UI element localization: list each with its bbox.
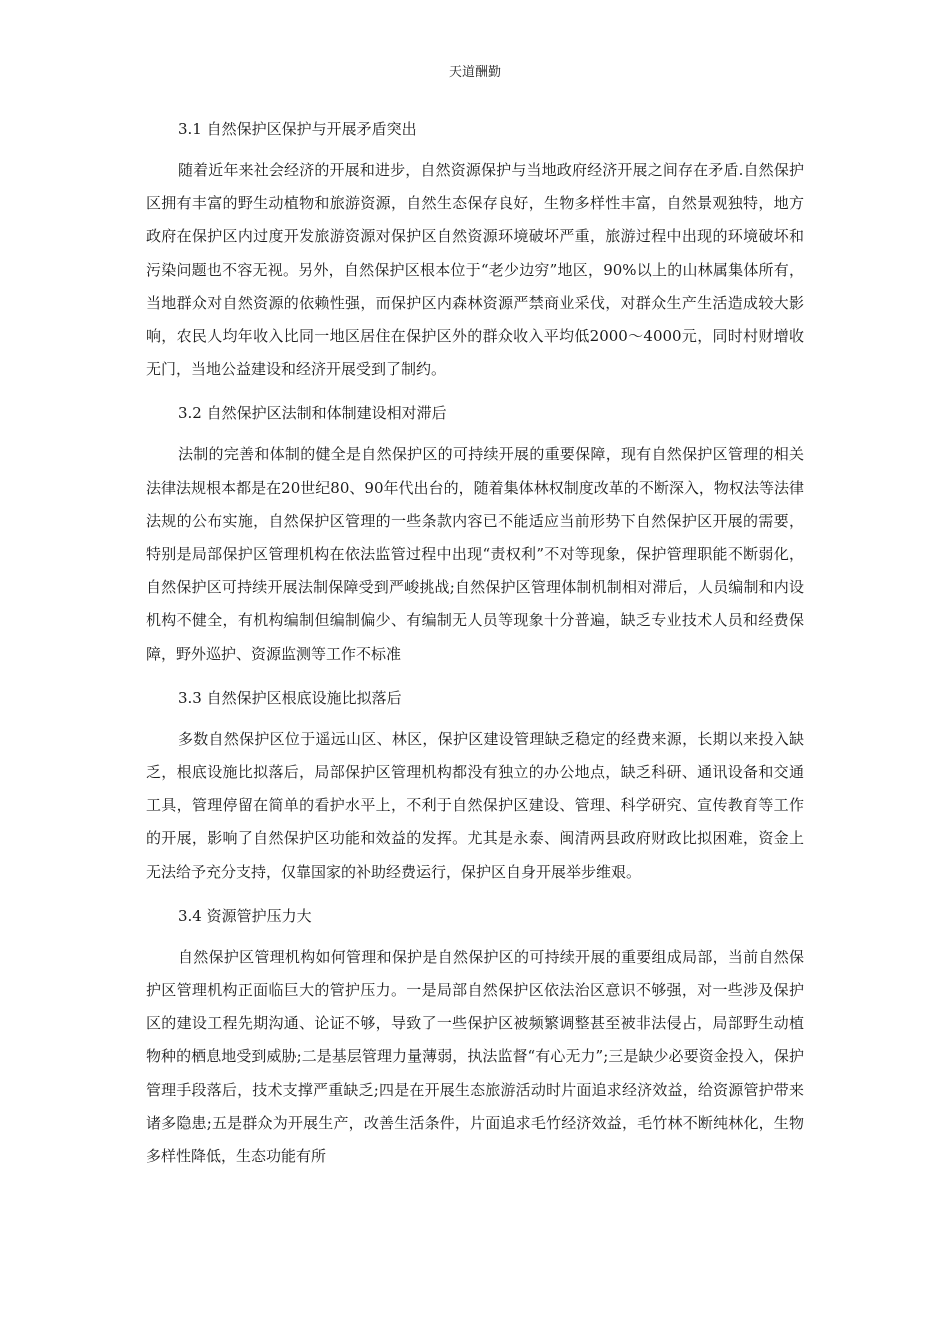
section-paragraph: 自然保护区管理机构如何管理和保护是自然保护区的可持续开展的重要组成局部，当前自然保护区管理机构正面临巨大的管护压力。一是局部自然保护区依法治区意识不够强，对一些涉及保护区的建设工程先期沟通、论证不够，导致了一些保护区被频繁调整甚至被非法侵占，局部野生动植物种的栖息地受到威胁;二是基层管理力量薄弱，执法监督“有心无力”;三是缺少必要资金投入，保护管理手段落后，技术支撑严重缺乏;四是在开展生态旅游活动时片面追求经济效益，给资源管护带来诸多隐患;五是群众为开展生产，改善生活条件，片面追求毛竹经济效益，毛竹林不断纯林化，生物多样性降低，生态功能有所 (146, 947, 804, 1166)
page-header: 天道酬勤 (448, 65, 501, 80)
section-3-1 (146, 112, 804, 386)
section-paragraph: 法制的完善和体制的健全是自然保护区的可持续开展的重要保障，现有自然保护区管理的相关法律法规根本都是在20世纪80、90年代出台的，随着集体林权制度改革的不断深入，物权法等法律法规的公布实施，自然保护区管理的一些条款内容已不能适应当前形势下自然保护区开展的需要，特别是局部保护区管理机构在依法监管过程中出现“责权利”不对等现象，保护管理职能不断弱化，自然保护区可持续开展法制保障受到严峻挑战;自然保护区管理体制机制相对滞后，人员编制和内设机构不健全，有机构编制但编制偏少、有编制无人员等现象十分普遍，缺乏专业技术人员和经费保障，野外巡护、资源监测等工作不标准 (146, 445, 804, 663)
section-paragraph: 多数自然保护区位于遥远山区、林区，保护区建设管理缺乏稳定的经费来源，长期以来投入缺乏，根底设施比拟落后，局部保护区管理机构都没有独立的办公地点，缺乏科研、通讯设备和交通工具，管理停留在简单的看护水平上，不利于自然保护区建设、管理、科学研究、宣传教育等工作的开展，影响了自然保护区功能和效益的发挥。尤其是永泰、闽清两县政府财政比拟困难，资金上无法给予充分支持，仅靠国家的补助经费运行，保护区自身开展举步维艰。 (146, 729, 804, 881)
section-paragraph: 随着近年来社会经济的开展和进步，自然资源保护与当地政府经济开展之间存在矛盾.自然保护区拥有丰富的野生动植物和旅游资源，自然生态保存良好，生物多样性丰富，自然景观独特，地方政府在保护区内过度开发旅游资源对保护区自然资源环境破坏严重，旅游过程中出现的环境破坏和污染问题也不容无视。另外，自然保护区根本位于“老少边穷”地区，90%以上的山林属集体所有，当地群众对自然资源的依赖性强，而保护区内森林资源严禁商业采伐，对群众生产生活造成较大影响，农民人均年收入比同一地区居住在保护区外的群众收入平均低2000～4000元，同时村财增收无门，当地公益建设和经济开展受到了制约。 (146, 161, 804, 379)
section-heading: 3.3 自然保护区根底设施比拟落后 (178, 688, 402, 707)
section-3-4 (146, 899, 804, 1173)
section-3-2 (146, 396, 804, 670)
section-heading: 3.2 自然保护区法制和体制建设相对滞后 (178, 404, 447, 423)
section-heading: 3.1 自然保护区保护与开展矛盾突出 (178, 120, 417, 138)
section-3-3 (146, 681, 804, 889)
section-heading: 3.4 资源管护压力大 (178, 906, 312, 925)
document-body (146, 112, 804, 1183)
